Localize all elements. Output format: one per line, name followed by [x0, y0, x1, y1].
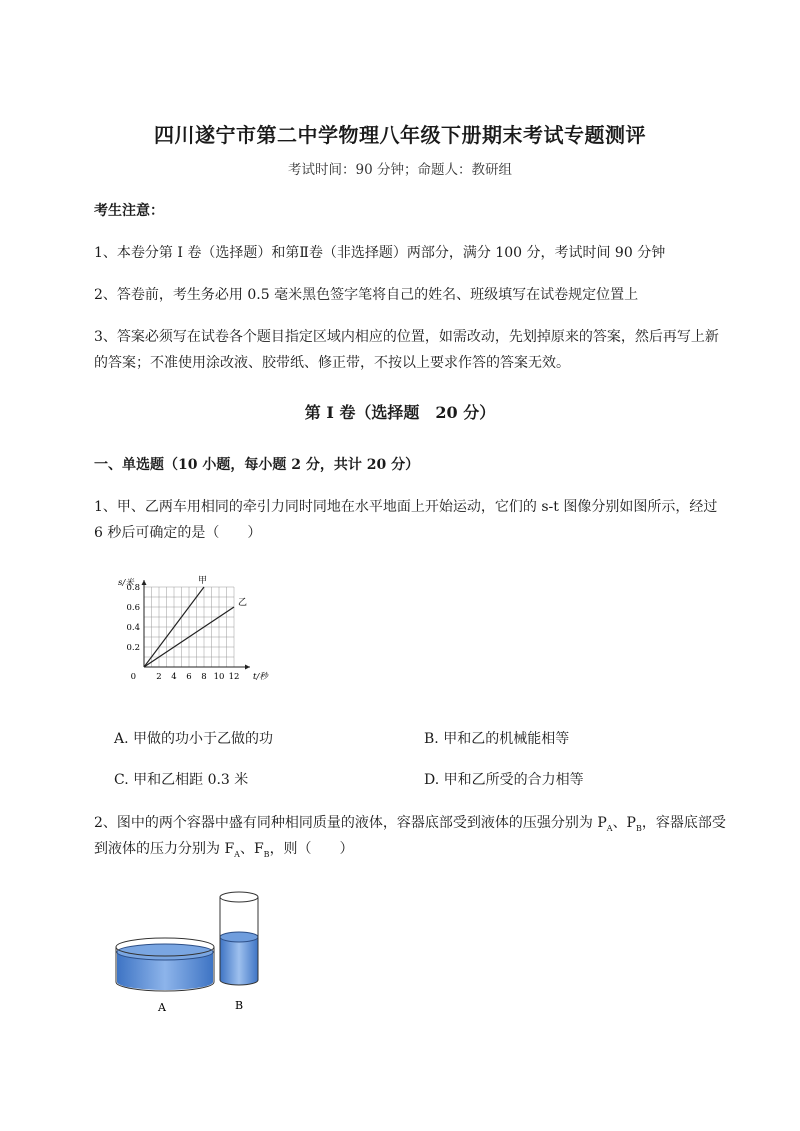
label-a: A — [158, 1001, 166, 1014]
question-1-line-1: 1、甲、乙两车用相同的牵引力同时同地在水平地面上开始运动，它们的 s-t 图像分别如图所示，经过 — [94, 499, 718, 515]
y-tick-label: 0.6 — [126, 603, 140, 613]
question-1-option-a[interactable]: A. 甲做的功小于乙做的功 — [114, 731, 274, 747]
origin-label: 0 — [130, 672, 136, 682]
page-title: 四川遂宁市第二中学物理八年级下册期末考试专题测评 — [154, 123, 646, 147]
container-a — [116, 938, 214, 991]
y-tick-label: 0.2 — [126, 643, 140, 653]
containers-figure — [100, 885, 280, 1020]
x-axis-label: t/秒 — [253, 672, 268, 682]
part-heading: 一、单选题（10 小题，每小题 2 分，共计 20 分） — [94, 457, 420, 473]
x-tick-label: 12 — [228, 672, 240, 682]
question-2-line-2: 到液体的压力分别为 $F_A$、$F_B$，则（ ） — [94, 841, 354, 859]
notice-item-2: 2、答卷前，考生务必用 0.5 毫米黑色签字笔将自己的姓名、班级填写在试卷规定位置上 — [94, 287, 639, 303]
y-tick-label: 0.8 — [126, 583, 140, 593]
chart-axes — [142, 580, 251, 670]
exam-info: 考试时间：90 分钟；命题人：教研组 — [288, 162, 512, 178]
x-axis-arrow — [245, 665, 250, 670]
y-axis-label: s/米 — [118, 578, 134, 588]
question-1-option-d[interactable]: D. 甲和乙所受的合力相等 — [424, 772, 584, 788]
notice-item-3-cont: 的答案；不准使用涂改液、胶带纸、修正带，不按以上要求作答的答案无效。 — [94, 355, 570, 371]
question-1-option-b[interactable]: B. 甲和乙的机械能相等 — [424, 731, 570, 747]
label-b: B — [235, 999, 244, 1012]
y-axis-arrow — [142, 580, 147, 585]
notice-item-1: 1、本卷分第 I 卷（选择题）和第Ⅱ卷（非选择题）两部分，满分 100 分，考试时间 90 分钟 — [94, 245, 666, 261]
series-label-1: 甲 — [198, 576, 208, 586]
chart-series — [144, 575, 247, 667]
st-graph — [110, 575, 270, 685]
notice-heading: 考生注意： — [94, 203, 164, 219]
question-1-line-2: 6 秒后可确定的是（ ） — [94, 525, 262, 541]
x-tick-label: 4 — [171, 672, 177, 682]
y-tick-label: 0.4 — [126, 623, 140, 633]
x-tick-label: 8 — [201, 672, 207, 682]
chart-grid — [144, 587, 234, 667]
x-tick-label: 2 — [156, 672, 162, 682]
x-tick-label: 10 — [213, 672, 225, 682]
question-1-option-c[interactable]: C. 甲和乙相距 0.3 米 — [114, 772, 249, 788]
notice-item-3: 3、答案必须写在试卷各个题目指定区域内相应的位置，如需改动，先划掉原来的答案，然后再写上新 — [94, 329, 719, 345]
question-2-line-1: 2、图中的两个容器中盛有同种相同质量的液体，容器底部受到液体的压强分别为 $P_A$、$P_B$，容器底部受 — [94, 815, 726, 833]
container-b — [220, 892, 258, 985]
section-title: 第 I 卷（选择题 20 分） — [304, 403, 496, 422]
x-tick-label: 6 — [186, 672, 192, 682]
series-label-2: 乙 — [238, 598, 248, 608]
